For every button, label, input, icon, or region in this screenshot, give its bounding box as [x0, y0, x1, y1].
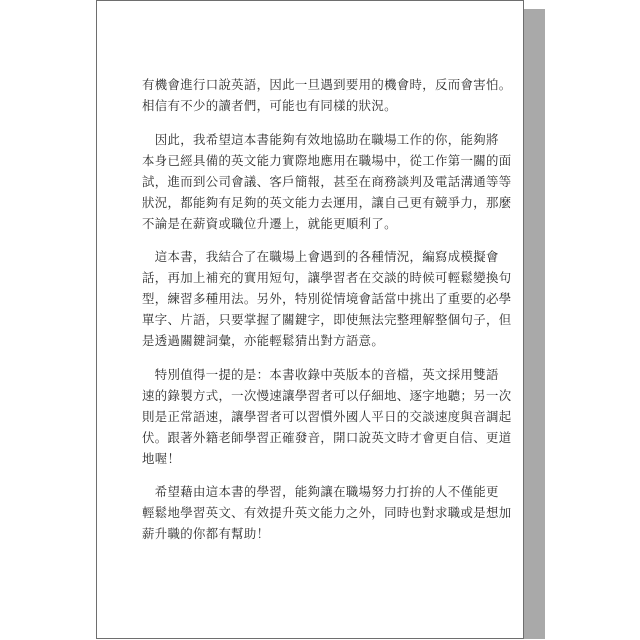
text-line: 是透過關鍵詞彙，亦能輕鬆猜出對方語意。 [142, 333, 385, 348]
text-line: 地喔！ [142, 450, 181, 466]
book-page [96, 0, 524, 639]
paragraph-1 [142, 74, 512, 116]
paragraph-4 [142, 364, 512, 469]
text-line: 相信有不少的讀者們，可能也有同樣的狀況。 [142, 98, 397, 113]
paragraph-5 [142, 481, 512, 544]
text-line: 試，進而到公司會議、客戶簡報，甚至在商務談判及電話溝通等等 [142, 173, 512, 189]
text-line: 不論是在薪資或職位升遷上，就能更順利了。 [142, 215, 397, 231]
text-line: 薪升職的你都有幫助！ [142, 526, 270, 541]
text-line: 速的錄製方式，一次慢速讓學習者可以仔細地、逐字地聽；另一次 [142, 387, 512, 403]
text-line: 型，練習多種用法。另外，特別從情境會話當中挑出了重要的必學 [142, 291, 512, 306]
body-text [142, 74, 512, 557]
paragraph-2 [142, 129, 512, 234]
text-line: 伏。跟著外籍老師學習正確發音，開口說英文時才會更自信、更道 [142, 429, 512, 445]
text-line: 這本書，我結合了在職場上會遇到的各種情況，編寫成模擬會 [142, 249, 499, 264]
text-line: 因此，我希望這本書能夠有效地協助在職場工作的你，能夠將 [142, 131, 499, 147]
text-line: 有機會進行口說英語，因此一旦遇到要用的機會時，反而會害怕。 [142, 77, 512, 92]
text-line: 單字、片語，只要掌握了關鍵字，即使無法完整理解整個句子，但 [142, 312, 512, 327]
text-line: 特別值得一提的是：本書收錄中英版本的音檔，英文採用雙語 [142, 366, 499, 382]
text-line: 輕鬆地學習英文、有效提升英文能力之外，同時也對求職或是想加 [142, 505, 512, 520]
paragraph-3 [142, 246, 512, 351]
text-line: 本身已經具備的英文能力實際地應用在職場中，從工作第一關的面 [142, 152, 512, 168]
text-line: 則是正常語速，讓學習者可以習慣外國人平日的交談速度與音調起 [142, 408, 512, 424]
text-line: 狀況，都能夠有足夠的英文能力去運用，讓自己更有競爭力，那麼 [142, 194, 512, 210]
text-line: 希望藉由這本書的學習，能夠讓在職場努力打拚的人不僅能更 [142, 484, 499, 499]
page-edge-shadow [523, 9, 545, 639]
text-line: 話，再加上補充的實用短句，讓學習者在交談的時候可輕鬆變換句 [142, 270, 512, 285]
